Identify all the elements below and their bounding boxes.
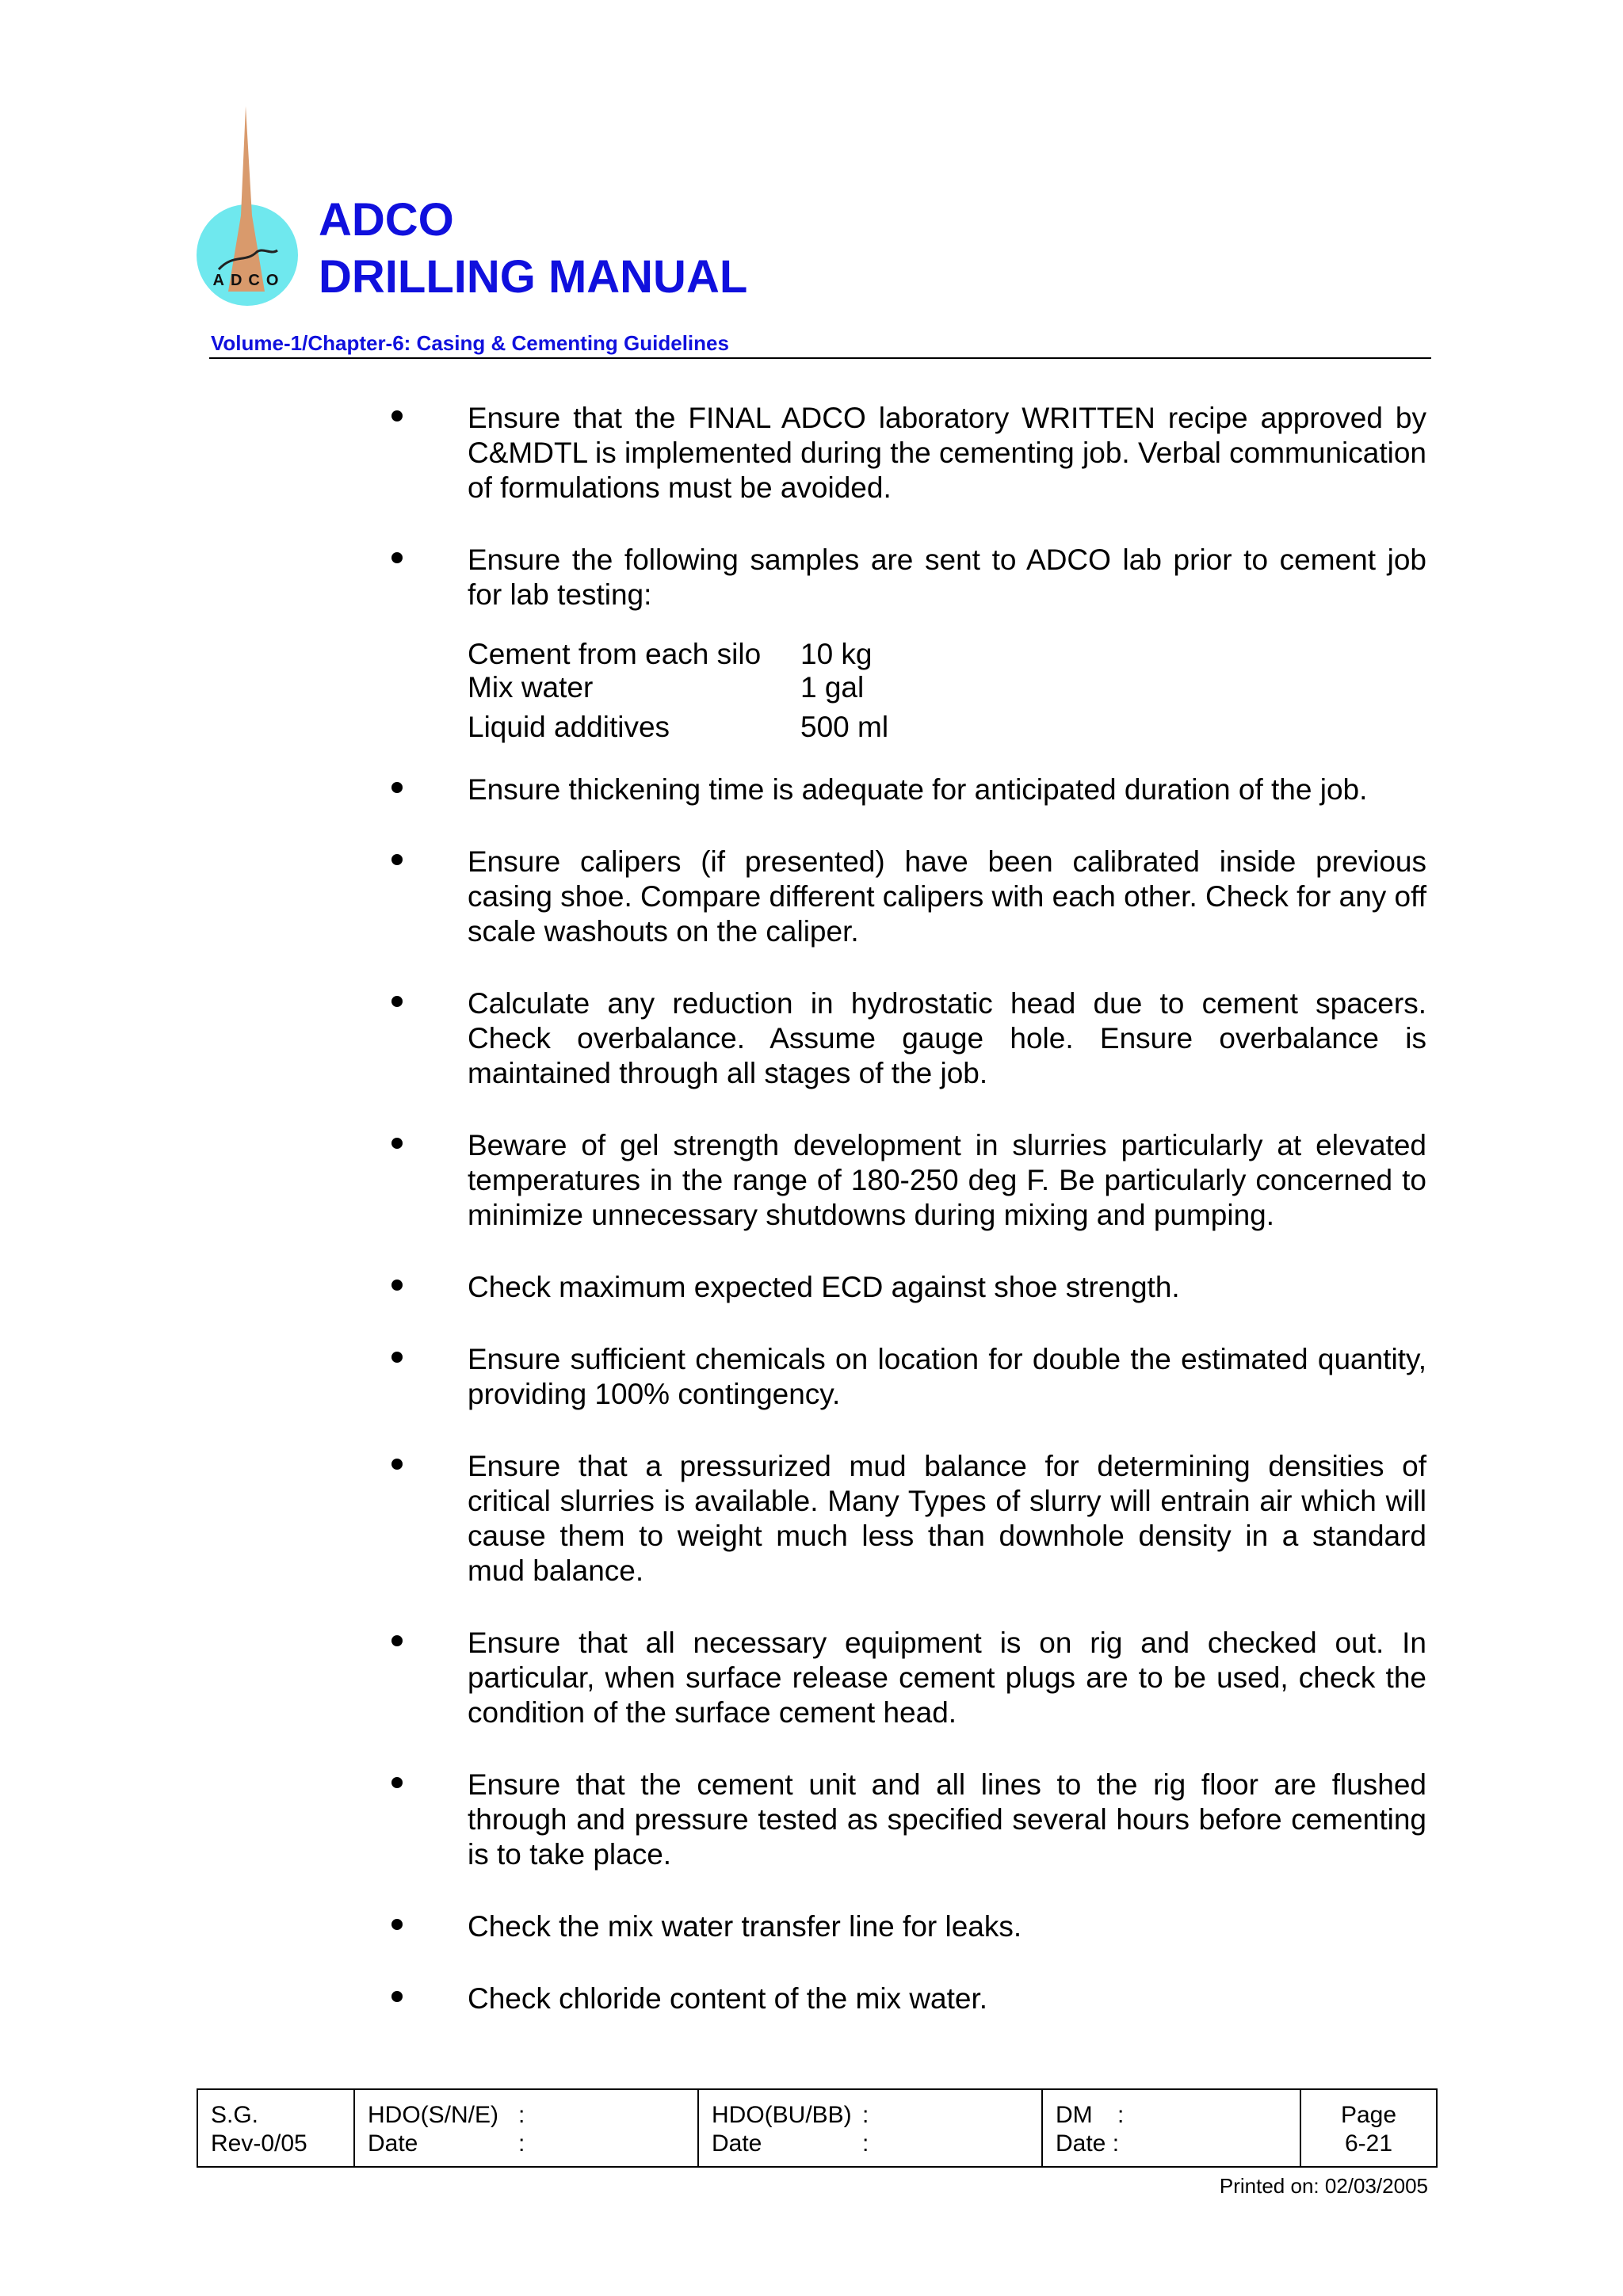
item-text: Calculate any reduction in hydrostatic head due to cement spacers. Check overbalance. Assume gauge hole. Ensure overbalance is maintained through all stages of the job.: [468, 987, 1426, 1089]
list-item: [379, 1981, 1426, 2016]
sample-name: Liquid additives: [468, 711, 670, 743]
sample-qty: 10 kg: [800, 638, 873, 670]
footer-table: [197, 2088, 1438, 2168]
bullet: [391, 552, 403, 563]
item-text: Ensure sufficient chemicals on location for double the estimated quantity, providing 100% contingency.: [468, 1343, 1426, 1410]
bullet: [391, 1919, 403, 1930]
bullet: [391, 996, 403, 1007]
samples-table: [468, 638, 1426, 744]
footer-date-label: Date: [368, 2130, 418, 2157]
footer-page-number: 6-21: [1344, 2130, 1393, 2157]
item-text: Ensure calipers (if presented) have been calibrated inside previous casing shoe. Compare different calipers with each other. Check for any off scale washouts on the caliper.: [468, 845, 1427, 948]
footer-dm-date-label: Date :: [1056, 2130, 1120, 2157]
list-item: [379, 1270, 1426, 1305]
footer-date-label: Date: [712, 2130, 762, 2157]
section-subtitle: Volume-1/Chapter-6: Casing & Cementing Guidelines: [211, 331, 729, 355]
bullet: [391, 1138, 403, 1149]
footer-hdo-sne-label: HDO(S/N/E): [368, 2102, 498, 2128]
company-title: ADCO: [319, 194, 454, 246]
printed-date: Printed on: 02/03/2005: [1219, 2174, 1428, 2198]
footer-cell-hdo-sne: [355, 2090, 699, 2166]
sample-row: [468, 671, 1426, 704]
list-item: [379, 1626, 1426, 1730]
sample-row: [468, 711, 1426, 744]
sample-name: Mix water: [468, 671, 594, 704]
footer-cell-hdo-bubb: [699, 2090, 1043, 2166]
item-text: Check the mix water transfer line for leaks.: [468, 1910, 1022, 1943]
item-text: Check chloride content of the mix water.: [468, 1982, 988, 2015]
item-text: Ensure that the cement unit and all lines to the rig floor are flushed through and pressure tested as specified several hours before cementing is to take place.: [468, 1768, 1426, 1871]
logo-text: ADCO: [212, 272, 285, 289]
bullet: [391, 1991, 403, 2002]
bullet: [391, 1280, 403, 1291]
item-text: Ensure that all necessary equipment is on rig and checked out. In particular, when surface release cement plugs are to be used, check the condition of the surface cement head.: [468, 1627, 1426, 1729]
footer-colon: :: [1117, 2102, 1125, 2128]
footer-colon: :: [518, 2130, 525, 2157]
list-item: [379, 1128, 1426, 1233]
footer-colon: :: [518, 2102, 525, 2128]
list-item: [379, 1909, 1426, 1944]
item-text: Beware of gel strength development in slurries particularly at elevated temperatures in the range of 180-250 deg F. Be particularly concerned to minimize unnecessary shutdowns during mixing and pumping.: [468, 1129, 1426, 1231]
list-item: [379, 401, 1426, 505]
manual-title: DRILLING MANUAL: [319, 251, 748, 303]
list-item: [379, 1768, 1426, 1872]
bullet: [391, 782, 403, 793]
list-item: [379, 1342, 1426, 1412]
bullet: [391, 410, 403, 421]
header-rule: [209, 357, 1431, 359]
footer-sg: S.G.: [211, 2102, 259, 2128]
item-text: Ensure that a pressurized mud balance for determining densities of critical slurries is available. Many Types of slurry will entrain air which will cause them to weight much less than downhole density in a standard mud balance.: [468, 1450, 1426, 1587]
adco-logo: [195, 105, 306, 311]
item-text: Ensure the following samples are sent to ADCO lab prior to cement job for lab testing:: [468, 543, 1426, 611]
list-item: [379, 986, 1426, 1091]
bullet: [391, 1459, 403, 1470]
list-item: [379, 772, 1426, 807]
footer-hdo-bubb-label: HDO(BU/BB): [712, 2102, 852, 2128]
footer-colon: :: [862, 2102, 869, 2128]
footer-rev: Rev-0/05: [211, 2130, 307, 2157]
sample-qty: 500 ml: [800, 711, 889, 743]
list-item: [379, 543, 1426, 744]
bullet: [391, 1777, 403, 1788]
list-item: [379, 1449, 1426, 1589]
bullet: [391, 1352, 403, 1363]
footer-colon: :: [862, 2130, 869, 2157]
item-text: Ensure that the FINAL ADCO laboratory WRITTEN recipe approved by C&MDTL is implemented during the cementing job. Verbal communication of formulations must be avoided.: [468, 402, 1426, 504]
logo-spire: [228, 106, 265, 292]
sample-qty: 1 gal: [800, 671, 865, 704]
guideline-list: [379, 401, 1426, 2054]
sample-row: [468, 638, 1426, 671]
footer-page-label: Page: [1340, 2102, 1397, 2128]
item-text: Ensure thickening time is adequate for anticipated duration of the job.: [468, 773, 1368, 806]
bullet: [391, 1635, 403, 1646]
footer-dm-label: DM: [1056, 2102, 1093, 2128]
footer-cell-dm: [1043, 2090, 1301, 2166]
sample-name: Cement from each silo: [468, 638, 762, 670]
list-item: [379, 845, 1426, 949]
footer-cell-page: [1301, 2090, 1436, 2166]
bullet: [391, 854, 403, 865]
footer-cell-sg: [198, 2090, 355, 2166]
item-text: Check maximum expected ECD against shoe strength.: [468, 1271, 1180, 1303]
